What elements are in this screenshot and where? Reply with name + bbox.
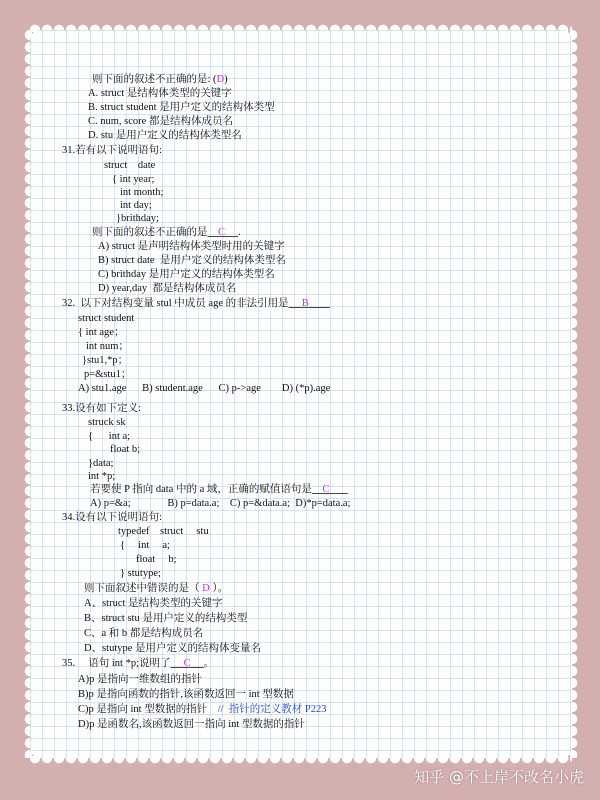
code-line: }stu1,*p； xyxy=(82,355,129,366)
q30-option-c: C. num, score 都是结构体成员名 xyxy=(88,116,233,127)
code-line: int month; xyxy=(120,187,164,198)
code-line: int num； xyxy=(86,341,129,352)
q35-option-c: C)p 是指向 int 型数据的指针 // 指针的定义教材 P223 xyxy=(78,704,327,715)
q34-stem: 则下面叙述中错误的是（ D ）。 xyxy=(84,583,229,594)
answer-mark: B xyxy=(301,298,309,309)
answer-mark: C xyxy=(183,658,191,669)
q30-option-a: A. struct 是结构体类型的关键字 xyxy=(88,88,232,99)
q30-option-d: D. stu 是用户定义的结构体类型名 xyxy=(88,130,242,141)
code-line: { int year; xyxy=(112,174,155,185)
q35-stem: 35. 语句 int *p;说明了 C 。 xyxy=(62,658,215,669)
q34-option-c: C、a 和 b 都是结构成员名 xyxy=(84,628,204,639)
code-line: }brithday; xyxy=(116,213,159,224)
code-line: int day; xyxy=(120,200,152,211)
code-line: struck sk xyxy=(88,417,126,428)
q34-option-b: B、struct stu 是用户定义的结构类型 xyxy=(84,613,248,624)
code-line: { int age； xyxy=(78,327,125,338)
watermark: 知乎 @不上岸不改名小虎 xyxy=(414,768,584,786)
code-line: float b; xyxy=(110,444,141,455)
q31-option-a: A) struct 是声明结构体类型时用的关键字 xyxy=(98,241,285,252)
annotation-note: // 指针的定义教材 P223 xyxy=(207,704,327,715)
q31-option-b: B) struct date 是用户定义的结构体类型名 xyxy=(98,255,286,266)
q33-stem: 若要使 P 指向 data 中的 a 域，正确的赋值语句是 C xyxy=(90,484,330,495)
code-line: float b; xyxy=(136,554,177,565)
q33-title: 33.设有如下定义: xyxy=(62,403,142,414)
q31-stem: 则下面的叙述不正确的是 C . xyxy=(92,227,241,238)
q35-option-a: A)p 是指向一维数组的指针 xyxy=(78,674,202,685)
code-line: struct student xyxy=(78,313,135,324)
code-line: struct date xyxy=(104,160,156,171)
code-line: { int a; xyxy=(120,540,170,551)
code-line: { int a; xyxy=(88,431,131,442)
q31-option-c: C) brithday 是用户定义的结构体类型名 xyxy=(98,269,275,280)
q30-option-b: B. struct student 是用户定义的结构体类型 xyxy=(88,102,275,113)
answer-mark: C xyxy=(322,484,330,495)
q35-option-b: B)p 是指向函数的指针,该函数返回一 int 型数据 xyxy=(78,689,294,700)
q33-options: A) p=&a; B) p=data.a; C) p=&data.a; D)*p=data.a; xyxy=(90,498,351,509)
code-line: typedef struct stu xyxy=(118,526,209,537)
q34-option-d: D、stutype 是用户定义的结构体变量名 xyxy=(84,643,262,654)
code-line: p=&stu1； xyxy=(84,369,132,380)
q32-options: A) stu1.age B) student.age C) p->age D) (*p).age xyxy=(78,383,331,394)
code-line: int *p; xyxy=(88,471,116,482)
q34-title: 34.设有以下说明语句: xyxy=(62,512,163,523)
answer-mark: C xyxy=(218,227,226,238)
q32-stem: 32. 以下对结构变量 stul 中成员 age 的非法引用是 B xyxy=(62,298,309,309)
q31-option-d: D) year,day 都是结构体成员名 xyxy=(98,283,237,294)
code-line: }data; xyxy=(88,458,114,469)
q31-title: 31.若有以下说明语句: xyxy=(62,145,163,156)
q35-option-d: D)p 是函数名,该函数返回一指向 int 型数据的指针 xyxy=(78,719,305,730)
q34-option-a: A、struct 是结构类型的关键字 xyxy=(84,598,223,609)
q30-stem: 则下面的叙述不正确的是: (D) xyxy=(92,74,228,85)
answer-mark: D xyxy=(202,583,210,594)
code-line: } stutype; xyxy=(120,568,161,579)
answer-mark: D xyxy=(216,74,225,85)
